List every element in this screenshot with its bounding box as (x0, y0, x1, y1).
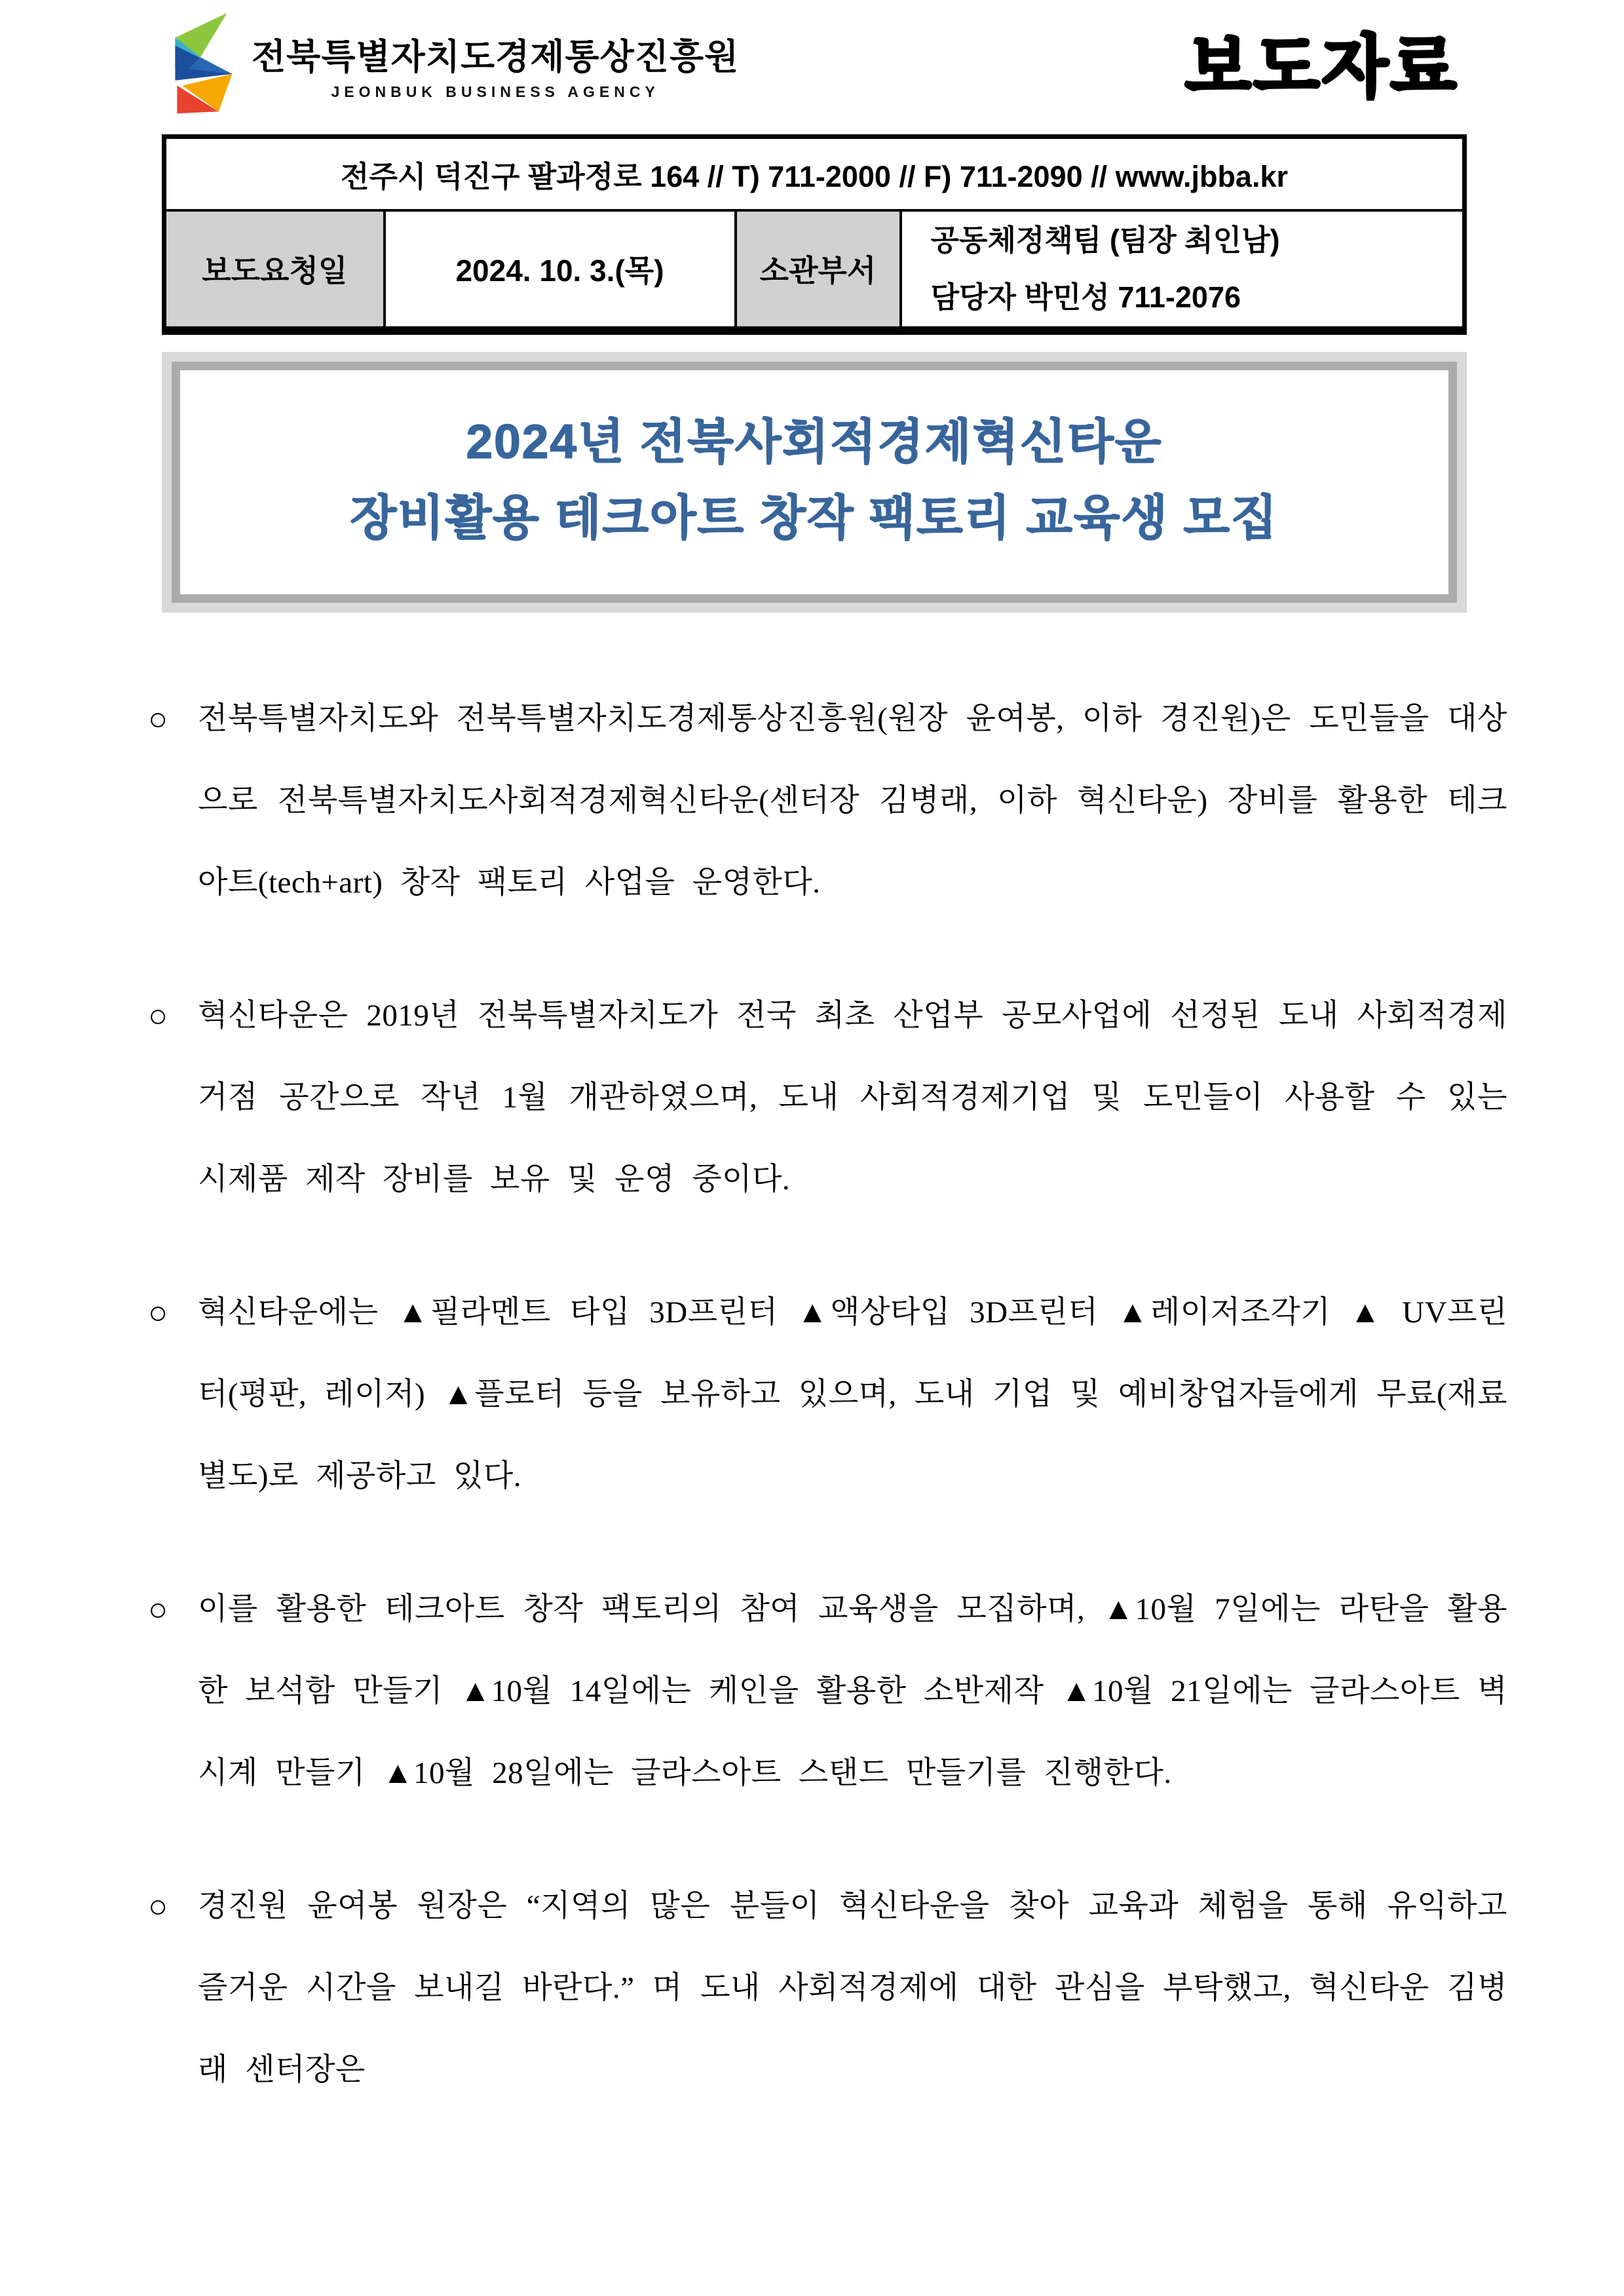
paragraph-5 (148, 1866, 1507, 2111)
article-body (148, 678, 1507, 2111)
department-person: 담당자 박민성 711-2076 (930, 280, 1241, 315)
bullet-circle-icon: ○ (148, 700, 168, 737)
org-name-english: JEONBUK BUSINESS AGENCY (331, 83, 660, 100)
request-date-label: 보도요청일 (164, 210, 385, 331)
org-name-korean: 전북특별자치도경제통상진흥원 (252, 37, 740, 77)
press-release-title: 보도자료 (1185, 29, 1459, 105)
contact-info-table (162, 134, 1467, 335)
bullet-circle-icon: ○ (148, 1294, 168, 1331)
headline-box-inner (172, 362, 1457, 603)
paragraph-1 (148, 678, 1507, 924)
org-names (252, 29, 739, 101)
agency-logo-icon (156, 7, 240, 123)
paragraph-2 (148, 975, 1507, 1221)
document-header (0, 0, 1624, 134)
department-contact (901, 210, 1465, 331)
headline-line-1: 2024년 전북사회적경제혁신타운 (466, 415, 1163, 469)
paragraph-text: 혁신타운에는 ▲필라멘트 타입 3D프린터 ▲액상타입 3D프린터 ▲레이저조각기 ▲ UV프린터(평판, 레이저) ▲플로터 등을 보유하고 있으며, 도내 기업 및 예비창업자들에게 무료(재료 별도)로 제공하고 있다. (198, 1295, 1507, 1493)
department-team: 공동체정책팀 (팀장 최인남) (930, 223, 1280, 257)
paragraph-4 (148, 1569, 1507, 1814)
headline-box (162, 352, 1467, 613)
paragraph-text: 이를 활용한 테크아트 창작 팩토리의 참여 교육생을 모집하며, ▲10월 7일에는 라탄을 활용한 보석함 만들기 ▲10월 14일에는 케인을 활용한 소반제작 ▲10월 21일에는 글라스아트 벽시계 만들기 ▲10월 28일에는 글라스아트 스탠드 만들기를 진행한다. (198, 1592, 1507, 1790)
agency-address: 전주시 덕진구 팔과정로 164 // T) 711-2000 // F) 711-2090 // www.jbba.kr (164, 137, 1465, 210)
paragraph-text: 전북특별자치도와 전북특별자치도경제통상진흥원(원장 윤여봉, 이하 경진원)은 도민들을 대상으로 전북특별자치도사회적경제혁신타운(센터장 김병래, 이하 혁신타운) 장비를 활용한 테크아트(tech+art) 창작 팩토리 사업을 운영한다. (198, 702, 1507, 900)
press-meta-row (164, 210, 1465, 331)
request-date-value: 2024. 10. 3.(목) (385, 210, 736, 331)
address-row (164, 137, 1465, 210)
bullet-circle-icon: ○ (148, 1888, 168, 1924)
bullet-circle-icon: ○ (148, 997, 168, 1034)
paragraph-text: 경진원 윤여봉 원장은 “지역의 많은 분들이 혁신타운을 찾아 교육과 체험을 통해 유익하고 즐거운 시간을 보내길 바란다.” 며 도내 사회적경제에 대한 관심을 부탁했고, 혁신타운 김병래 센터장은 (198, 1889, 1507, 2087)
bullet-circle-icon: ○ (148, 1591, 168, 1628)
headline-line-2: 장비활용 테크아트 창작 팩토리 교육생 모집 (350, 491, 1279, 545)
department-label: 소관부서 (736, 210, 901, 331)
paragraph-3 (148, 1272, 1507, 1518)
paragraph-text: 혁신타운은 2019년 전북특별자치도가 전국 최초 산업부 공모사업에 선정된 도내 사회적경제 거점 공간으로 작년 1월 개관하였으며, 도내 사회적경제기업 및 도민들이 사용할 수 있는 시제품 제작 장비를 보유 및 운영 중이다. (198, 999, 1507, 1196)
